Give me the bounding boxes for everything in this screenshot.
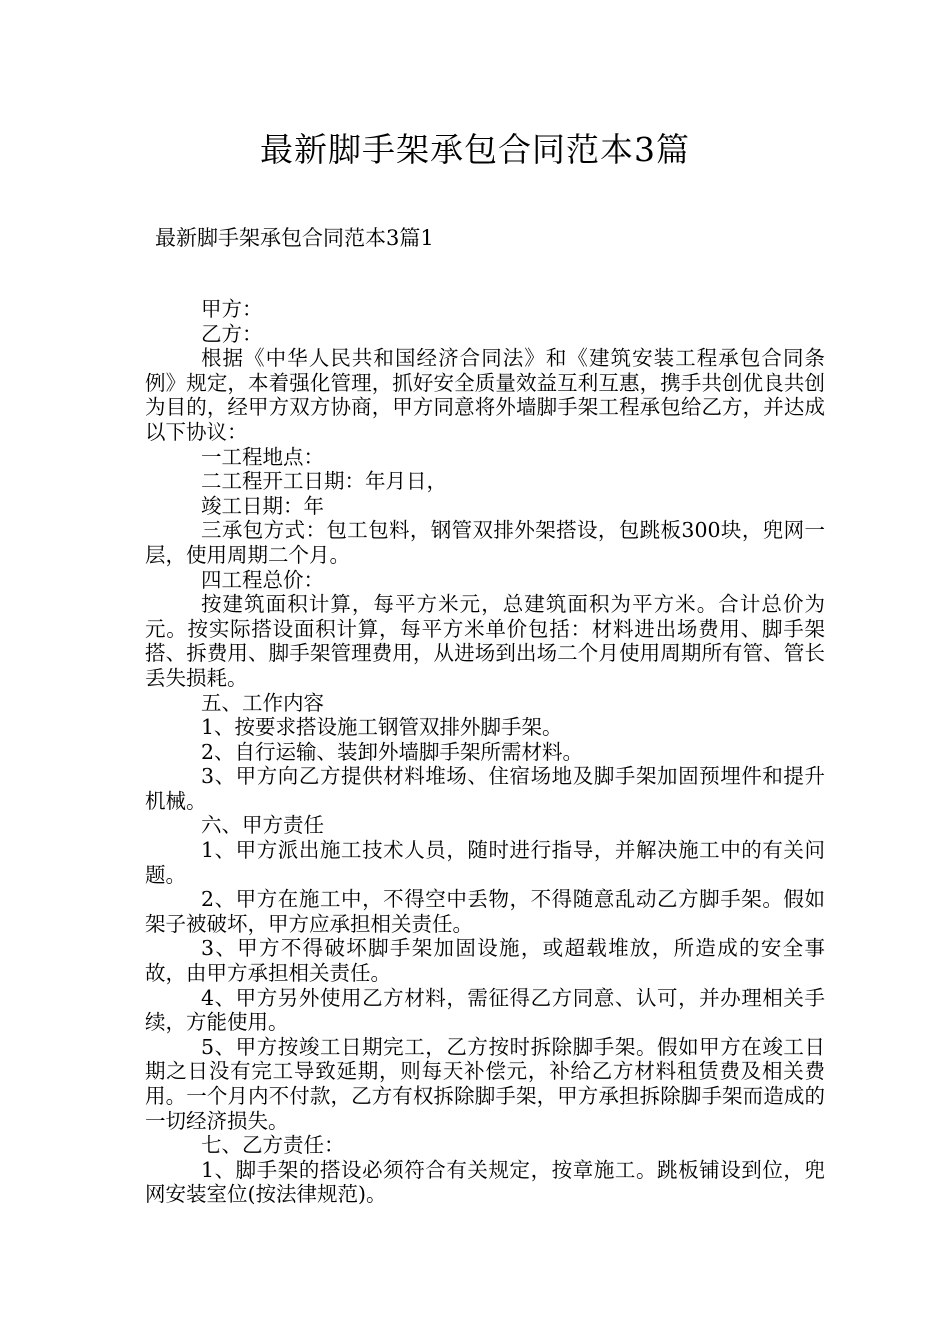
party-a-duty-3: 3、甲方不得破坏脚手架加固设施，或超载堆放，所造成的安全事故，由甲方承担相关责任。 (145, 936, 825, 986)
party-a-duties-heading: 六、甲方责任 (201, 813, 324, 838)
document-body (145, 297, 825, 1207)
party-a-duty-4: 4、甲方另外使用乙方材料，需征得乙方同意、认可，并办理相关手续，方能使用。 (145, 985, 825, 1035)
party-a-line: 甲方： (201, 297, 263, 321)
work-item-3: 3、甲方向乙方提供材料堆场、住宿场地及脚手架加固预埋件和提升机械。 (145, 764, 825, 813)
party-a-duty-1: 1、甲方派出施工技术人员，随时进行指导，并解决施工中的有关问题。 (145, 838, 825, 887)
total-price-heading: 四工程总价： (201, 567, 324, 592)
party-b-line: 乙方： (201, 321, 263, 346)
work-content-heading: 五、工作内容 (201, 690, 324, 715)
party-b-duty-1: 1、脚手架的搭设必须符合有关规定，按章施工。跳板铺设到位，兜网安装室位(按法律规范)。 (145, 1157, 825, 1207)
work-item-1: 1、按要求搭设施工钢管双排外脚手架。 (201, 715, 563, 740)
party-a-duty-2: 2、甲方在施工中，不得空中丢物，不得随意乱动乙方脚手架。假如架子被破坏，甲方应承担相关责任。 (145, 887, 825, 936)
party-a-duty-5: 5、甲方按竣工日期完工，乙方按时拆除脚手架。假如甲方在竣工日期之日没有完工导致延期，则每天补偿元，补给乙方材料租赁费及相关费用。一个月内不付款，乙方有权拆除脚手架，甲方承担拆除脚手架而造成的一切经济损失。 (145, 1034, 825, 1133)
project-location-line: 一工程地点： (201, 444, 324, 469)
document-title: 最新脚手架承包合同范本3篇 (260, 130, 690, 169)
party-b-duties-heading: 七、乙方责任： (201, 1133, 345, 1158)
document-subtitle: 最新脚手架承包合同范本3篇1 (155, 226, 434, 250)
preamble-paragraph: 根据《中华人民共和国经济合同法》和《建筑安装工程承包合同条例》规定，本着强化管理，抓好安全质量效益互利互惠，携手共创优良共创为目的，经甲方双方协商，甲方同意将外墙脚手架工程承包给乙方，并达成以下协议： (145, 346, 825, 444)
price-calculation-paragraph: 按建筑面积计算，每平方米元，总建筑面积为平方米。合计总价为元。按实际搭设面积计算，每平方米单价包括：材料进出场费用、脚手架搭、拆费用、脚手架管理费用，从进场到出场二个月使用周期所有管、管长丢失损耗。 (145, 592, 825, 690)
completion-date-line: 竣工日期：年 (201, 493, 324, 518)
contract-method-paragraph: 三承包方式：包工包料，钢管双排外架搭设，包跳板300块，兜网一层，使用周期二个月。 (145, 518, 825, 567)
work-item-2: 2、自行运输、装卸外墙脚手架所需材料。 (201, 739, 584, 764)
start-date-line: 二工程开工日期：年月日， (201, 469, 447, 494)
